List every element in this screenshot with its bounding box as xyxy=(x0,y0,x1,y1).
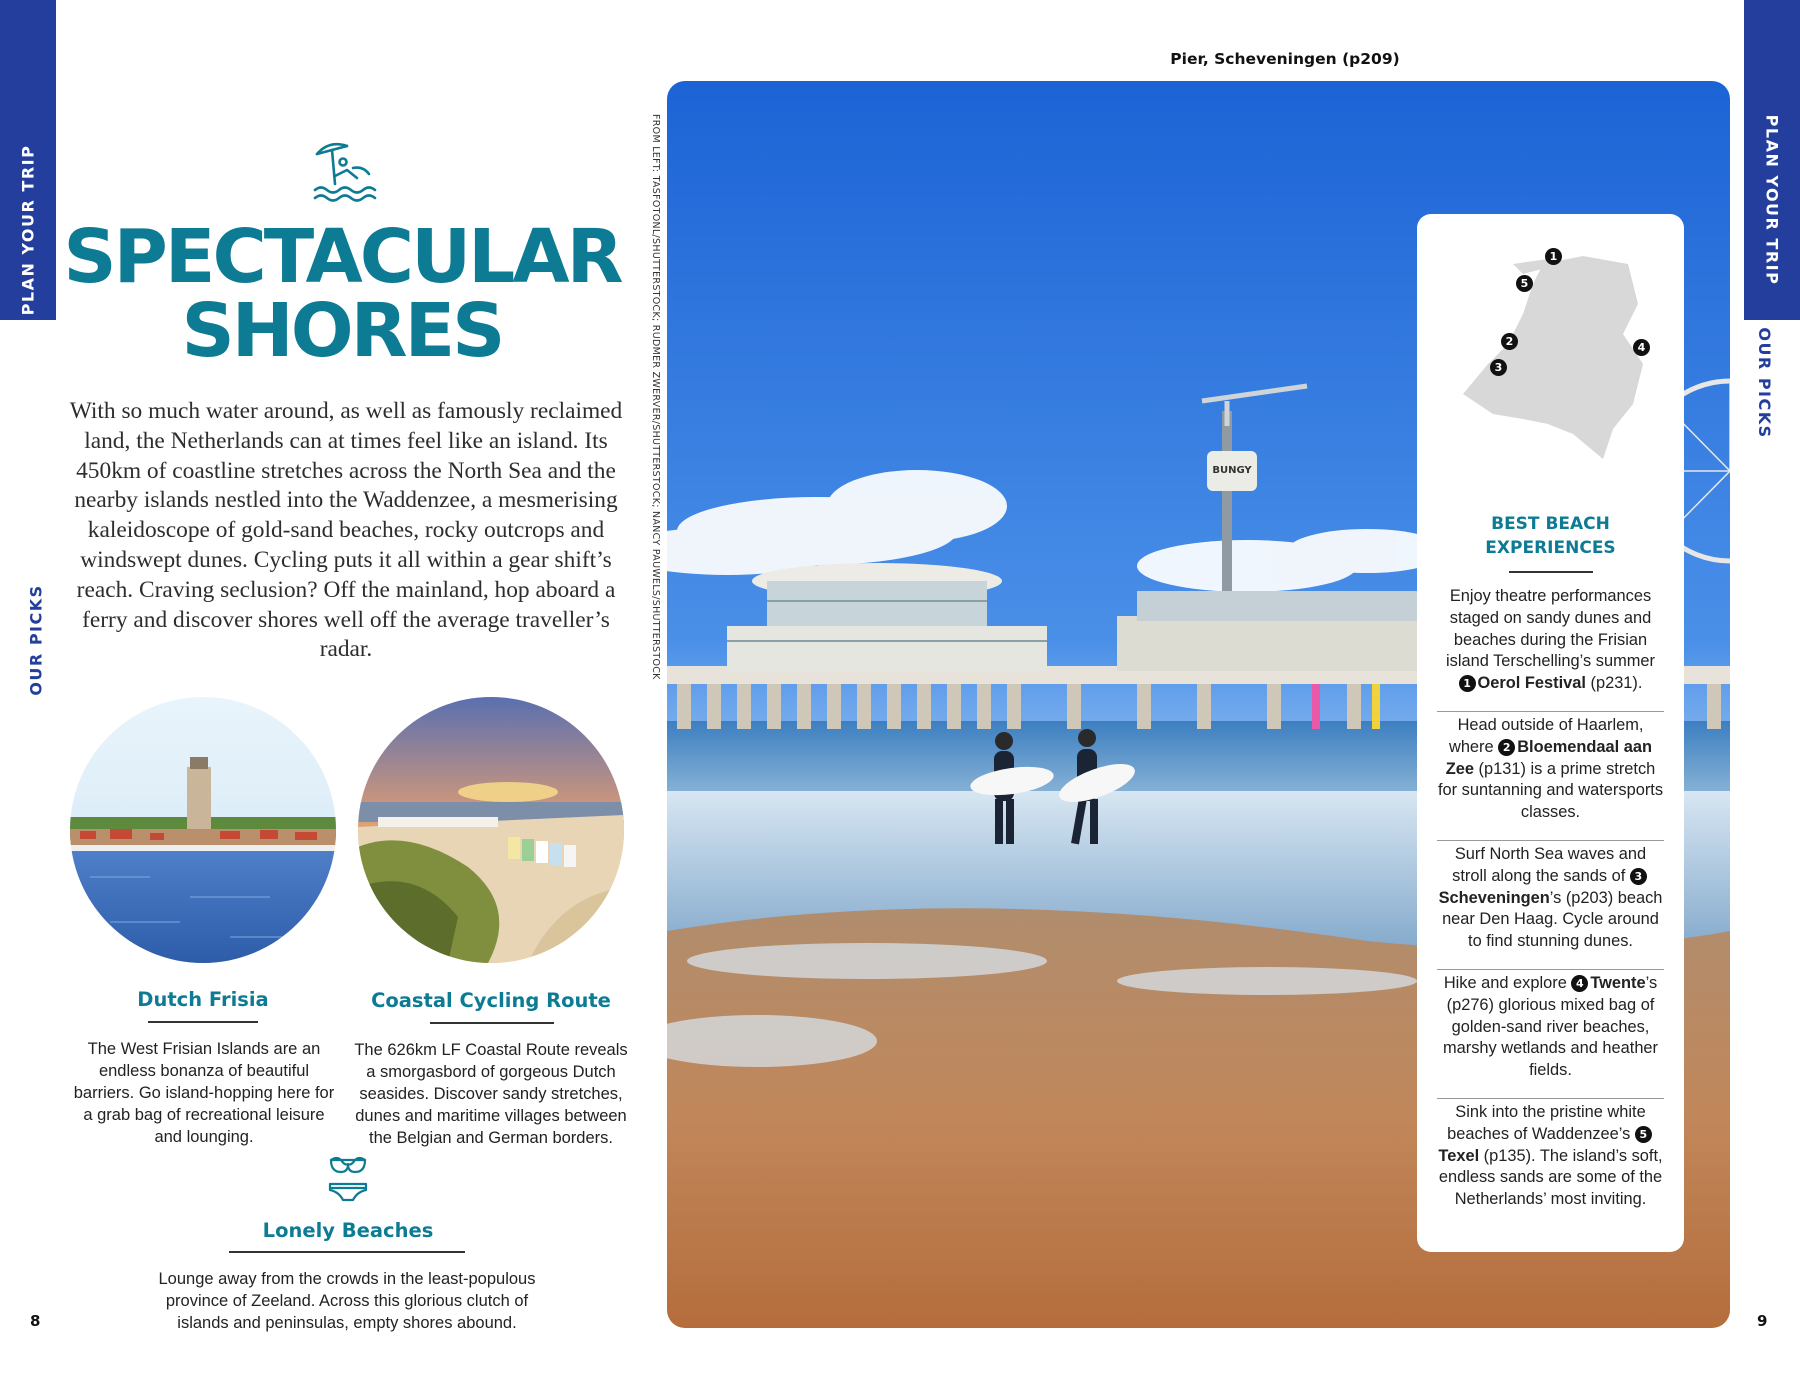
page-number-left: 8 xyxy=(30,1312,41,1330)
netherlands-map xyxy=(1453,244,1653,464)
photo-credit: FROM LEFT: TASFOTONL/SHUTTERSTOCK; RUDMER ZWERVER/SHUTTERSTOCK; NANCY PAUWELS/SHUTTERSTOCK xyxy=(650,114,661,680)
divider xyxy=(1437,840,1664,841)
pick-text-coastal-cycling: The 626km LF Coastal Route reveals a smorgasbord of gorgeous Dutch seasides. Discover sandy stretches, dunes and maritime villages between the Belgian and German borders. xyxy=(354,1041,628,1147)
card-title xyxy=(1417,512,1684,560)
page-title xyxy=(62,214,622,374)
bungy-sign: BUNGY xyxy=(1212,465,1252,476)
pick-title-dutch-frisia: Dutch Frisia xyxy=(137,988,269,1011)
dutch-frisia-photo xyxy=(70,697,336,963)
pick-text-dutch-frisia: The West Frisian Islands are an endless bonanza of beautiful barriers. Go island-hopping here for a grab bag of recreational leisure and lounging. xyxy=(73,1040,335,1146)
divider xyxy=(1437,1098,1664,1099)
pick-title-lonely-beaches: Lonely Beaches xyxy=(262,1219,434,1242)
swimsuit-icon xyxy=(327,1154,369,1214)
beach-swimmer-icon xyxy=(313,140,377,206)
section-tab-right xyxy=(1744,0,1800,320)
pick-rule xyxy=(430,1022,554,1024)
title-line-2: SHORES xyxy=(181,288,503,374)
our-picks-label-left: OUR PICKS xyxy=(26,584,46,696)
intro-paragraph: With so much water around, as well as famously reclaimed land, the Netherlands can at times feel like an island. Its 450km of coastline stretches across the North Sea and the nearby islands nestled into the Waddenzee, a mesmerising kaleidoscope of gold-sand beaches, rocky outcrops and windswept dunes. Cycling puts it all within a gear shift’s reach. Craving seclusion? Off the mainland, hop aboard a ferry and discover shores well off the average traveller’s radar. xyxy=(69,398,623,663)
map-marker: 2 xyxy=(1501,333,1518,350)
map-marker: 5 xyxy=(1516,275,1533,292)
pick-title-coastal-cycling: Coastal Cycling Route xyxy=(371,989,611,1012)
section-tab-left xyxy=(0,0,56,320)
divider xyxy=(1437,711,1664,712)
experience-item: Head outside of Haarlem, where 2 Bloemendaal aan Zee (p131) is a prime stretch for suntanning and watersports classes. xyxy=(1437,716,1664,822)
our-picks-label-right: OUR PICKS xyxy=(1754,327,1774,439)
experience-item: Hike and explore 4 Twente’s (p276) glorious mixed bag of golden-sand river beaches, marshy wetlands and heather fields. xyxy=(1442,974,1659,1080)
photo-caption: Pier, Scheveningen (p209) xyxy=(1170,50,1400,68)
pick-text-lonely-beaches: Lounge away from the crowds in the least-populous province of Zeeland. Across this glorious clutch of islands and peninsulas, empty shores abound. xyxy=(158,1270,536,1332)
map-marker: 1 xyxy=(1545,248,1562,265)
map-marker: 4 xyxy=(1633,339,1650,356)
section-tab-right-label: PLAN YOUR TRIP xyxy=(1762,114,1782,286)
experience-item: Sink into the pristine white beaches of Waddenzee’s 5Texel (p135). The island’s soft, endless sands are some of the Netherlands’ most inviting. xyxy=(1438,1103,1663,1209)
title-line-1: SPECTACULAR xyxy=(63,214,621,300)
pick-rule xyxy=(229,1251,465,1253)
map-marker: 3 xyxy=(1490,359,1507,376)
experience-item: Enjoy theatre performances staged on sandy dunes and beaches during the Frisian island Terschelling’s summer 1 Oerol Festival (p231). xyxy=(1446,587,1655,693)
page-number-right: 9 xyxy=(1757,1312,1768,1330)
experience-item: Surf North Sea waves and stroll along the sands of 3Scheveningen’s (p203) beach near Den Haag. Cycle around to find stunning dunes. xyxy=(1438,845,1663,951)
section-tab-left-label: PLAN YOUR TRIP xyxy=(18,144,38,316)
divider xyxy=(1437,969,1664,970)
card-title-line-2: EXPERIENCES xyxy=(1485,538,1616,558)
coastal-route-photo xyxy=(358,697,624,963)
best-beach-card xyxy=(1417,214,1684,1252)
card-title-line-1: BEST BEACH xyxy=(1491,514,1610,534)
card-title-rule xyxy=(1509,571,1593,573)
pick-rule xyxy=(148,1021,258,1023)
